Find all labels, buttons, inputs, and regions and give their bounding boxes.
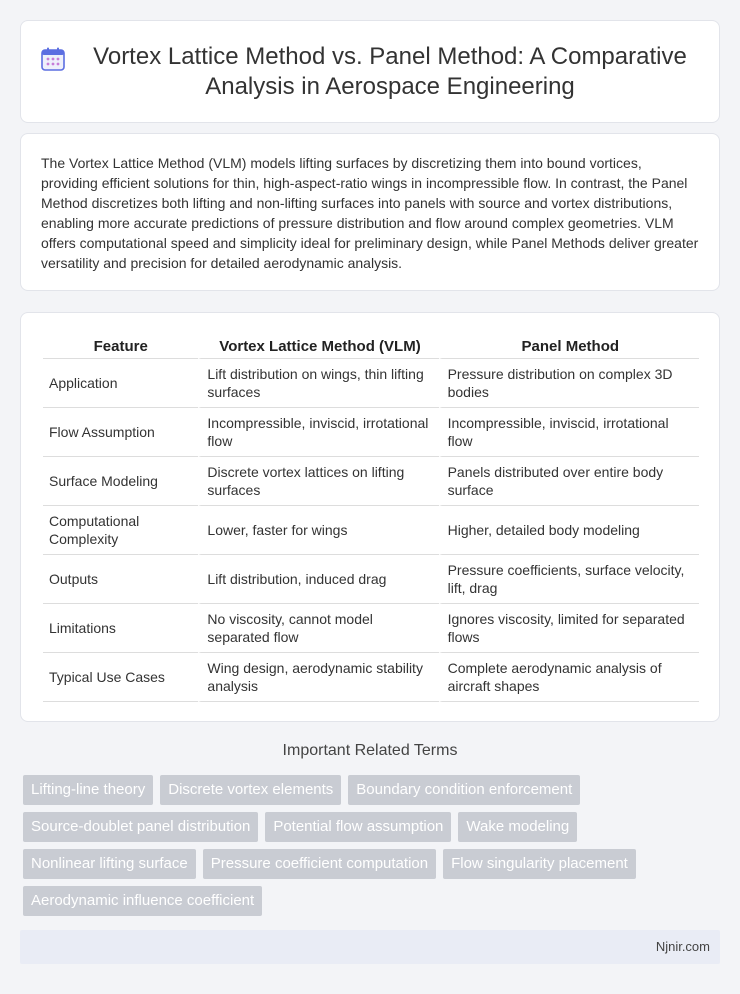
term-tag[interactable]: Source-doublet panel distribution: [23, 812, 258, 842]
term-tag[interactable]: Discrete vortex elements: [160, 775, 341, 805]
feature-cell: Computational Complexity: [43, 506, 198, 555]
panel-cell: Pressure distribution on complex 3D bodies: [439, 359, 699, 408]
vlm-cell: Discrete vortex lattices on lifting surfaces: [198, 457, 438, 506]
panel-cell: Complete aerodynamic analysis of aircraft shapes: [439, 653, 699, 702]
table-row: [43, 408, 699, 457]
related-terms-heading: Important Related Terms: [282, 742, 458, 759]
term-tag[interactable]: Aerodynamic influence coefficient: [23, 886, 262, 916]
feature-cell: Surface Modeling: [43, 457, 198, 506]
vlm-cell: No viscosity, cannot model separated flow: [198, 604, 438, 653]
panel-cell: Incompressible, inviscid, irrotational flow: [439, 408, 699, 457]
term-tag[interactable]: Pressure coefficient computation: [203, 849, 436, 879]
term-tag[interactable]: Boundary condition enforcement: [348, 775, 580, 805]
feature-cell: Application: [43, 359, 198, 408]
table-row: [43, 457, 699, 506]
table-row: [43, 555, 699, 604]
feature-cell: Limitations: [43, 604, 198, 653]
table-row: [43, 653, 699, 702]
column-header-feature: Feature: [43, 335, 198, 359]
panel-cell: Panels distributed over entire body surface: [439, 457, 699, 506]
table-row: [43, 506, 699, 555]
footer: [20, 930, 720, 964]
calendar-icon: [40, 46, 66, 72]
term-tag[interactable]: Lifting-line theory: [23, 775, 153, 805]
comparison-table: [43, 335, 699, 702]
table-row: [43, 359, 699, 408]
feature-cell: Typical Use Cases: [43, 653, 198, 702]
column-header-panel: Panel Method: [439, 335, 699, 359]
feature-cell: Outputs: [43, 555, 198, 604]
table-header-row: [43, 335, 699, 359]
vlm-cell: Lift distribution on wings, thin lifting surfaces: [198, 359, 438, 408]
panel-cell: Higher, detailed body modeling: [439, 506, 699, 555]
vlm-cell: Wing design, aerodynamic stability analysis: [198, 653, 438, 702]
panel-cell: Pressure coefficients, surface velocity, lift, drag: [439, 555, 699, 604]
term-tag[interactable]: Wake modeling: [458, 812, 577, 842]
column-header-vlm: Vortex Lattice Method (VLM): [198, 335, 438, 359]
footer-site-link[interactable]: Njnir.com: [655, 939, 710, 954]
comparison-table-card: [20, 312, 720, 722]
term-tag[interactable]: Nonlinear lifting surface: [23, 849, 196, 879]
header-card: [20, 20, 720, 123]
vlm-cell: Lift distribution, induced drag: [198, 555, 438, 604]
term-tag[interactable]: Flow singularity placement: [443, 849, 636, 879]
page-title: Vortex Lattice Method vs. Panel Method: A Comparative Analysis in Aerospace Engineering: [93, 42, 687, 100]
vlm-cell: Lower, faster for wings: [198, 506, 438, 555]
table-row: [43, 604, 699, 653]
summary-text: The Vortex Lattice Method (VLM) models lifting surfaces by discretizing them into bound vortices, providing efficient solutions for thin, high-aspect-ratio wings in incompressible flow. In contrast, the Panel Method discretizes both lifting and non-lifting surfaces into panels with source and vortex distributions, enabling more accurate predictions of pressure distribution and flow around complex geometries. VLM offers computational speed and simplicity ideal for preliminary design, while Panel Methods deliver greater versatility and precision for detailed aerodynamic analysis.: [41, 155, 699, 271]
feature-cell: Flow Assumption: [43, 408, 198, 457]
panel-cell: Ignores viscosity, limited for separated flows: [439, 604, 699, 653]
vlm-cell: Incompressible, inviscid, irrotational flow: [198, 408, 438, 457]
summary-card: [20, 133, 720, 291]
related-terms-list: [23, 775, 723, 916]
term-tag[interactable]: Potential flow assumption: [265, 812, 451, 842]
